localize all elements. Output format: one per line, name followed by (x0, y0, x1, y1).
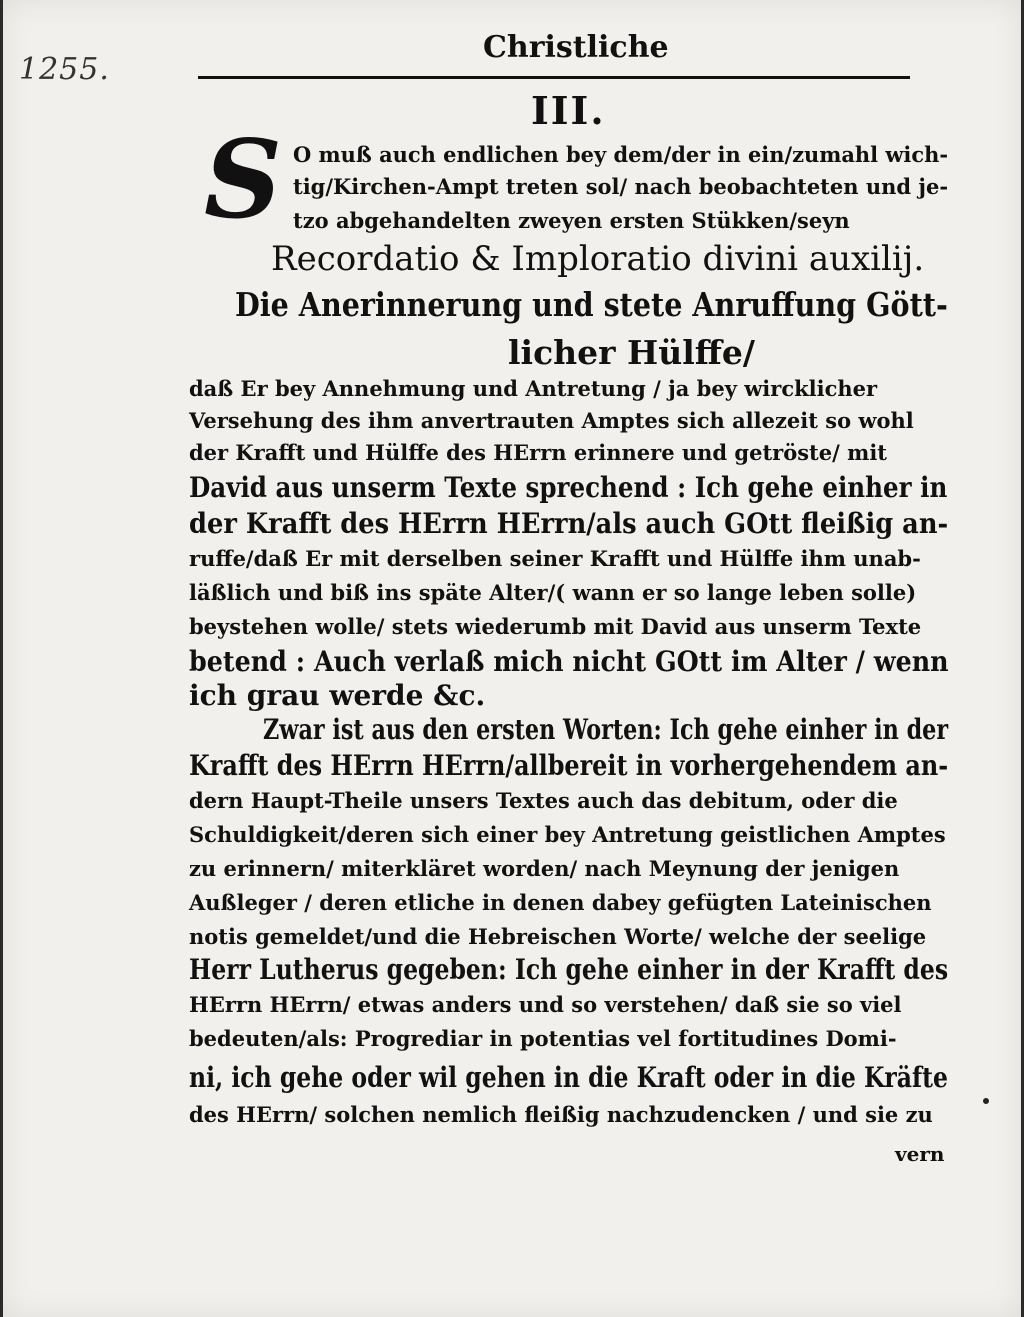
decorated-initial: S (204, 117, 282, 243)
intro-line: O muß auch endlichen bey dem/der in ein/zumahl wich- (293, 142, 949, 167)
text-line: dern Haupt-Theile unsers Textes auch das debitum, oder die (189, 788, 898, 813)
text-line: Herr Lutherus gegeben: Ich gehe einher in der Krafft des (189, 953, 949, 986)
section-number: III. (531, 88, 606, 133)
text-line: Schuldigkeit/deren sich einer bey Antretung geistlichen Amptes (189, 822, 946, 847)
header-rule (198, 76, 910, 79)
catchword: vern (895, 1142, 945, 1166)
book-page (3, 0, 1021, 1317)
running-head: Christliche (483, 30, 669, 65)
text-line: der Krafft und Hülffe des HErrn erinnere und getröste/ mit (189, 440, 887, 465)
text-line: notis gemeldet/und die Hebreischen Worte/ welche der seelige (189, 924, 927, 949)
text-line: zu erinnern/ miterkläret worden/ nach Meynung der jenigen (189, 856, 900, 881)
text-line: Versehung des ihm anvertrauten Amptes sich allezeit so wohl (189, 408, 914, 433)
text-line: ruffe/daß Er mit derselben seiner Krafft und Hülffe ihm unab- (189, 546, 921, 571)
text-line: betend : Auch verlaß mich nicht GOtt im Alter / wenn (189, 645, 949, 678)
text-line: Zwar ist aus den ersten Worten: Ich gehe einher in der (263, 713, 949, 746)
text-line: läßlich und biß ins späte Alter/( wann er so lange leben solle) (189, 580, 917, 605)
latin-heading: Recordatio & Imploratio divini auxilij. (271, 239, 925, 279)
text-line: des HErrn/ solchen nemlich fleißig nachzudencken / und sie zu (189, 1102, 933, 1127)
text-line: beystehen wolle/ stets wiederumb mit David aus unserm Texte (189, 614, 922, 639)
text-line: Krafft des HErrn HErrn/allbereit in vorhergehendem an- (189, 749, 949, 782)
text-line: bedeuten/als: Progrediar in potentias vel fortitudines Domi- (189, 1026, 897, 1051)
text-line: daß Er bey Annehmung und Antretung / ja bey wircklicher (189, 376, 878, 401)
ink-speck (983, 1098, 989, 1104)
text-line: ich grau werde &c. (189, 679, 486, 712)
intro-line: tig/Kirchen-Ampt treten sol/ nach beobachteten und je- (293, 174, 949, 199)
text-line: David aus unserm Texte sprechend : Ich gehe einher in (189, 471, 948, 504)
text-line: Außleger / deren etliche in denen dabey gefügten Lateinischen (189, 890, 932, 915)
german-heading-line: licher Hülffe/ (508, 333, 755, 372)
text-line: der Krafft des HErrn HErrn/als auch GOtt fleißig an- (189, 507, 949, 540)
text-line: HErrn HErrn/ etwas anders und so verstehen/ daß sie so viel (189, 992, 902, 1017)
margin-pencil-note: 1255. (19, 52, 110, 87)
intro-line: tzo abgehandelten zweyen ersten Stükken/seyn (293, 208, 850, 233)
german-heading-line: Die Anerinnerung und stete Anruffung Gött- (235, 285, 948, 324)
text-line: ni, ich gehe oder wil gehen in die Kraft oder in die Kräfte (189, 1061, 948, 1094)
